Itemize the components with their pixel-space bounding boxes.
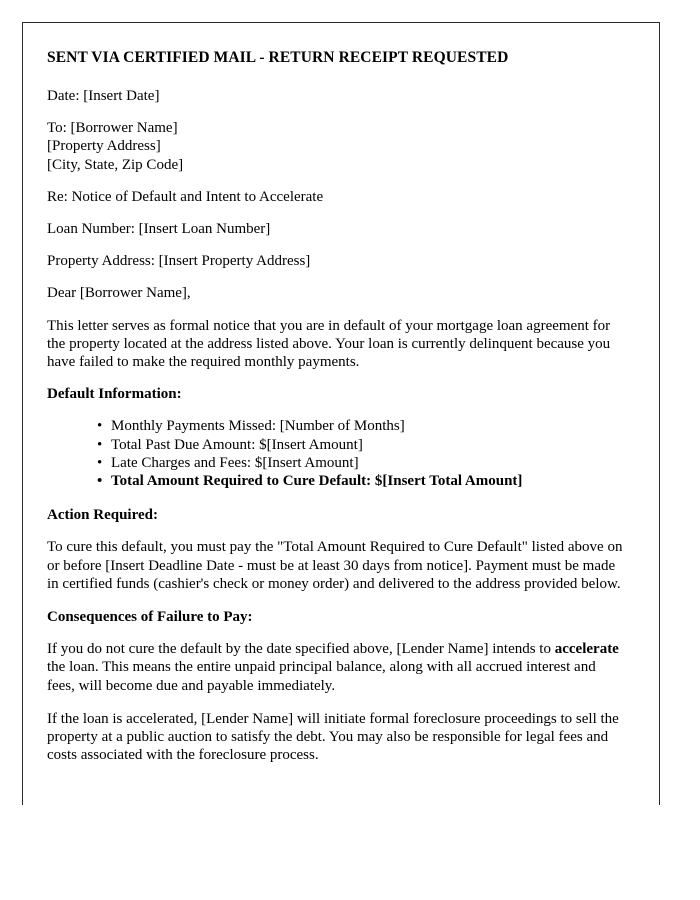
list-item-label: Total Past Due Amount: $[Insert Amount] [111,436,363,453]
consequences-paragraph-1-part-1: If you do not cure the default by the date specified above, [Lender Name] intends to [47,641,555,658]
bullet-icon: • [97,436,103,453]
action-required-paragraph: To cure this default, you must pay the "Total Amount Required to Cure Default" listed above on or before [Insert Deadline Date - must be at least 30 days from notice]. Payment must be made in certified funds (cashier's check or money order) and delivered to the address provided below. [47,539,623,592]
list-item-label: Monthly Payments Missed: [Number of Months] [111,418,405,435]
intro-paragraph: This letter serves as formal notice that you are in default of your mortgage loan agreement for the property located at the address listed above. Your loan is currently delinquent because you have failed to make the required monthly payments. [47,317,611,371]
consequences-paragraph-1-part-2: the loan. This means the entire unpaid principal balance, along with all accrued interest and fees, will become due and payable immediately. [47,659,596,694]
bullet-icon: • [97,473,103,490]
list-item-label: Late Charges and Fees: $[Insert Amount] [111,454,359,471]
salutation-line: Dear [Borrower Name], [47,285,191,302]
document-body [23,23,659,764]
document-title: SENT VIA CERTIFIED MAIL - RETURN RECEIPT REQUESTED [47,49,509,66]
re-line: Re: Notice of Default and Intent to Accelerate [47,188,324,205]
date-line: Date: [Insert Date] [47,88,160,104]
list-item [47,454,627,472]
bullet-icon: • [97,418,103,435]
recipient-city-state-zip-line: [City, State, Zip Code] [47,156,184,173]
consequences-heading: Consequences of Failure to Pay: [47,609,253,626]
action-required-heading: Action Required: [47,507,158,524]
consequences-paragraph-1 [47,640,627,695]
recipient-property-address-line: [Property Address] [47,138,161,155]
property-address-line: Property Address: [Insert Property Address] [47,253,311,270]
loan-number-line: Loan Number: [Insert Loan Number] [47,221,271,238]
list-item [47,436,627,454]
default-information-list [47,417,627,490]
list-item-label: Total Amount Required to Cure Default: $[Insert Total Amount] [111,473,523,490]
accelerate-emphasis: accelerate [554,641,619,658]
document-page [22,22,660,805]
default-information-heading: Default Information: [47,386,182,403]
bullet-icon: • [97,454,103,471]
list-item [47,417,627,435]
list-item [47,472,627,490]
recipient-address-block [47,119,627,174]
consequences-paragraph-2: If the loan is accelerated, [Lender Name] will initiate formal foreclosure proceedings to sell the property at a public auction to satisfy the debt. You may also be responsible for legal fees and costs associated with the foreclosure process. [47,710,619,764]
recipient-name-line: To: [Borrower Name] [47,120,178,137]
